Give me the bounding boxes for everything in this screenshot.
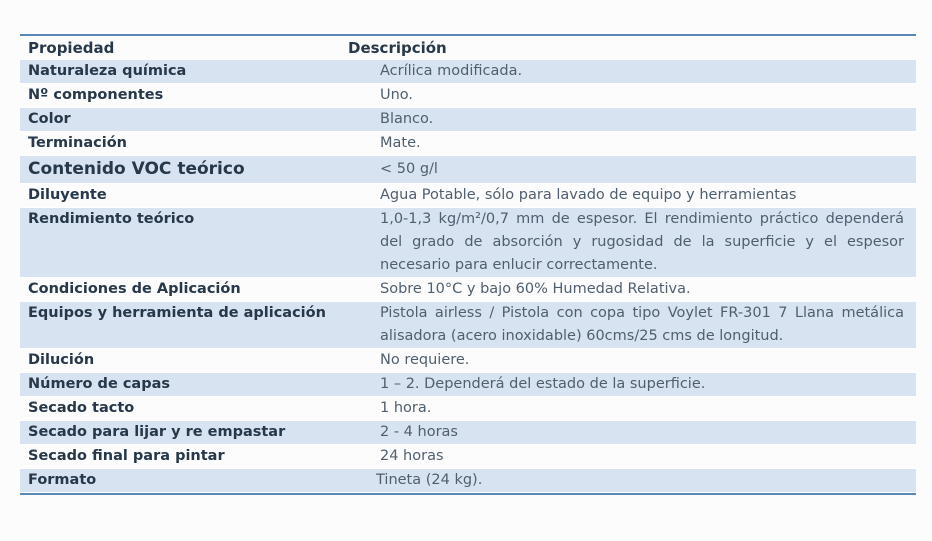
- row-property: Contenido VOC teórico: [28, 159, 245, 179]
- table-row: [20, 278, 916, 302]
- row-property: Equipos y herramienta de aplicación: [28, 305, 326, 321]
- table-row: [20, 469, 916, 493]
- table-row: [20, 156, 916, 184]
- table-bottom-rule: [20, 493, 916, 495]
- header-property: Propiedad: [28, 39, 115, 57]
- row-description: Sobre 10°C y bajo 60% Humedad Relativa.: [380, 281, 691, 297]
- row-description: Agua Potable, sólo para lavado de equipo y herramientas: [380, 187, 797, 203]
- table-row: [20, 108, 916, 132]
- row-property: Diluyente: [28, 187, 107, 203]
- row-property: Naturaleza química: [28, 63, 187, 79]
- row-property: Secado tacto: [28, 400, 135, 416]
- table-row: [20, 373, 916, 397]
- row-description: 2 - 4 horas: [380, 424, 458, 440]
- row-description: Acrílica modificada.: [380, 63, 523, 79]
- row-description: 24 horas: [380, 448, 444, 464]
- row-property: Color: [28, 111, 71, 127]
- table-row: [20, 208, 916, 278]
- row-description: < 50 g/l: [380, 161, 438, 177]
- table-row: [20, 302, 916, 349]
- header-description: Descripción: [348, 39, 447, 57]
- table-row: [20, 421, 916, 445]
- row-property: Formato: [28, 472, 97, 488]
- table-row: [20, 397, 916, 421]
- row-description: Tineta (24 kg).: [376, 472, 483, 488]
- table-row: [20, 84, 916, 108]
- row-property: Número de capas: [28, 376, 170, 392]
- row-description: Uno.: [380, 87, 414, 103]
- table-row: [20, 349, 916, 373]
- row-property: Dilución: [28, 352, 95, 368]
- row-description: Blanco.: [380, 111, 434, 127]
- properties-table: [20, 34, 916, 495]
- row-property: Nº componentes: [28, 87, 164, 103]
- table-row: [20, 60, 916, 84]
- table-row: [20, 132, 916, 156]
- row-property: Secado para lijar y re empastar: [28, 424, 286, 440]
- row-description: 1 hora.: [380, 400, 432, 416]
- row-property: Terminación: [28, 135, 127, 151]
- row-description: 1,0-1,3 kg/m²/0,7 mm de espesor. El rendimiento práctico dependerá del grado de absorción y rugosidad de la superficie y el espesor necesario para enlucir correctamente.: [380, 211, 904, 273]
- row-description: No requiere.: [380, 352, 470, 368]
- row-description: Pistola airless / Pistola con copa tipo Voylet FR-301 7 Llana metálica alisadora (acero inoxidable) 60cms/25 cms de longitud.: [380, 305, 904, 344]
- row-description: Mate.: [380, 135, 421, 151]
- table-row: [20, 184, 916, 208]
- table-header-row: [20, 36, 916, 60]
- row-description: 1 – 2. Dependerá del estado de la superficie.: [380, 376, 706, 392]
- row-property: Secado final para pintar: [28, 448, 225, 464]
- table-row: [20, 445, 916, 469]
- row-property: Condiciones de Aplicación: [28, 281, 241, 297]
- row-property: Rendimiento teórico: [28, 211, 195, 227]
